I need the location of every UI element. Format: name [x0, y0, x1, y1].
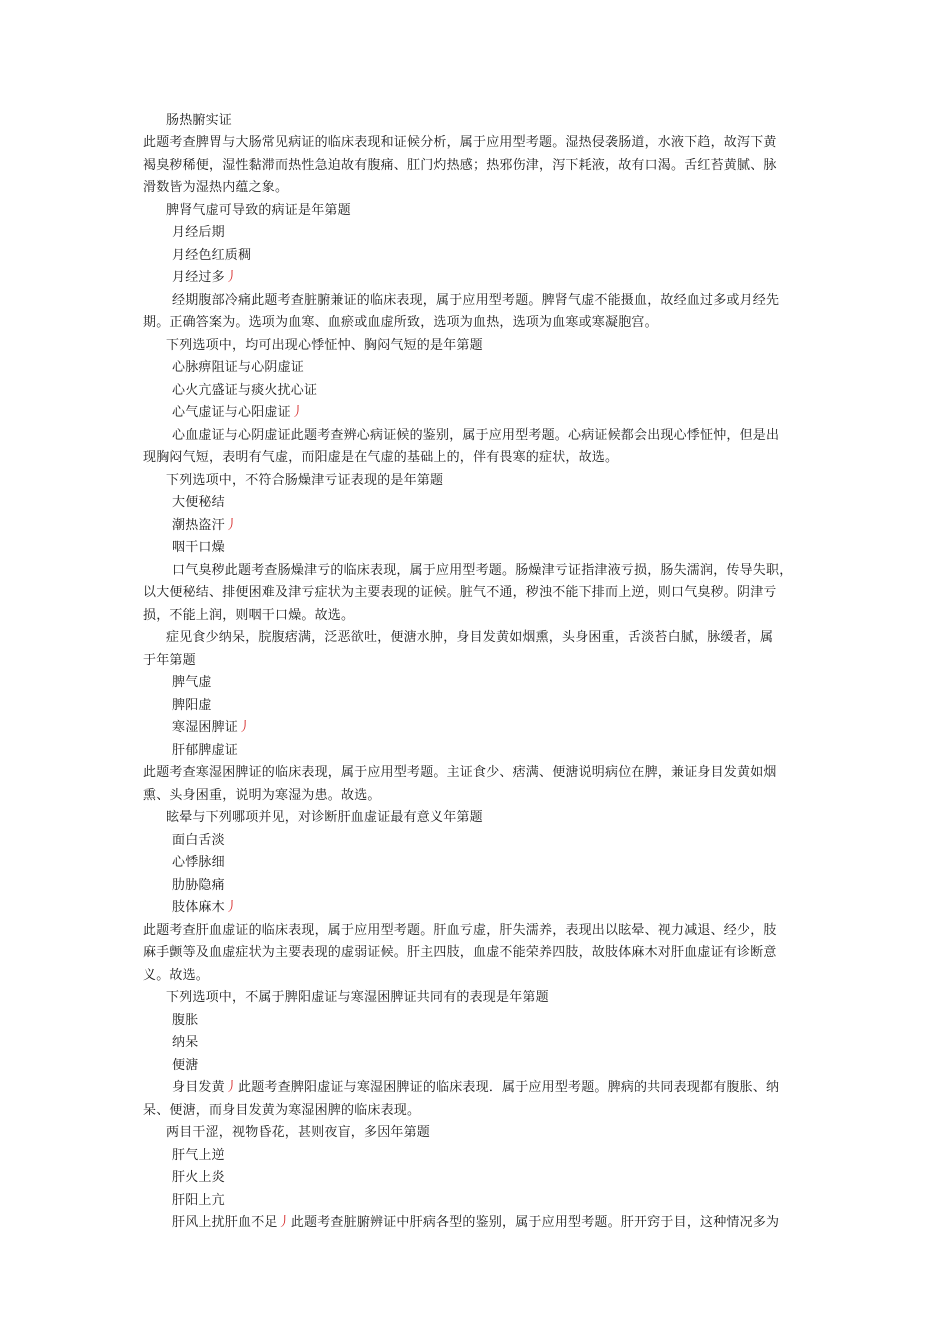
option-line: 月经后期 — [172, 225, 225, 240]
question-line: 下列选项中，均可出现心悸怔忡、胸闷气短的是年第题 — [166, 338, 483, 353]
option-line: 面白舌淡 — [172, 833, 225, 848]
text-line: 麻手颤等及血虚症状为主要表现的虚弱证候。肝主四肢，血虚不能荣养四肢，故肢体麻木对肝血虚证有诊断意 — [143, 945, 777, 960]
text-line: 此题考查寒湿困脾证的临床表现，属于应用型考题。主证食少、痞满、便溏说明病位在脾，兼证身目发黄如烟 — [143, 765, 777, 780]
option-line: 潮热盗汗丿 — [172, 518, 239, 533]
question-line: 两目干涩，视物昏花，甚则夜盲，多因年第题 — [166, 1125, 431, 1140]
option-line: 心悸脉细 — [172, 855, 225, 870]
option-line: 大便秘结 — [172, 495, 225, 510]
option-line: 肝风上扰肝血不足丿此题考查脏腑辨证中肝病各型的鉴别，属于应用型考题。肝开窍于目，这种情况多为 — [172, 1215, 780, 1230]
option-line: 腹胀 — [172, 1013, 199, 1028]
answer-mark: 丿 — [290, 405, 305, 420]
text-line: 以大便秘结、排便困难及津亏症状为主要表现的证候。脏气不通，秽浊不能下排而上逆，则口气臭秽。阴津亏 — [143, 585, 777, 600]
question-line: 于年第题 — [143, 653, 196, 668]
text-line: 褐臭秽稀便，湿性黏滞而热性急迫故有腹痛、肛门灼热感；热邪伤津，泻下耗液，故有口渴。舌红苔黄腻、脉 — [143, 158, 777, 173]
text-line: 义。故选。 — [143, 968, 210, 983]
option-line: 肝郁脾虚证 — [172, 743, 239, 758]
option-line: 心气虚证与心阳虚证丿 — [172, 405, 305, 420]
text-line: 期。正确答案为。选项为血寒、血瘀或血虚所致，选项为血热，选项为血寒或寒凝胞宫。 — [143, 315, 658, 330]
option-line: 咽干口燥 — [172, 540, 225, 555]
question-line: 眩晕与下列哪项并见，对诊断肝血虚证最有意义年第题 — [166, 810, 483, 825]
text-line: 此题考查肝血虚证的临床表现，属于应用型考题。肝血亏虚，肝失濡养，表现出以眩晕、视力减退、经少，肢 — [143, 923, 777, 938]
text-line: 经期腹部冷痛此题考查脏腑兼证的临床表现，属于应用型考题。脾肾气虚不能摄血，故经血过多或月经先 — [172, 293, 780, 308]
option-line: 肢体麻木丿 — [172, 900, 239, 915]
answer-mark: 丿 — [224, 900, 239, 915]
option-line: 肝火上炎 — [172, 1170, 225, 1185]
option-line: 身目发黄丿此题考查脾阳虚证与寒湿困脾证的临床表现．属于应用型考题。脾病的共同表现都有腹胀、纳 — [172, 1080, 780, 1095]
option-line: 肝阳上亢 — [172, 1193, 225, 1208]
text-line: 此题考查脾胃与大肠常见病证的临床表现和证候分析，属于应用型考题。湿热侵袭肠道，水液下趋，故泻下黄 — [143, 135, 777, 150]
text-line: 呆、便溏，而身目发黄为寒湿困脾的临床表现。 — [143, 1103, 421, 1118]
question-line: 下列选项中，不符合肠燥津亏证表现的是年第题 — [166, 473, 444, 488]
question-line: 脾肾气虚可导致的病证是年第题 — [166, 203, 351, 218]
option-line: 便溏 — [172, 1058, 199, 1073]
answer-mark: 丿 — [238, 720, 252, 735]
text-line: 熏、头身困重，说明为寒湿为患。故选。 — [143, 788, 381, 803]
option-line: 脾气虚 — [172, 675, 212, 690]
option-line: 月经过多丿 — [172, 270, 239, 285]
answer-mark: 丿 — [277, 1215, 291, 1230]
option-line: 脾阳虚 — [172, 698, 212, 713]
option-line: 肋胁隐痛 — [172, 878, 225, 893]
answer-mark: 丿 — [224, 518, 239, 533]
text-line: 现胸闷气短，表明有气虚，而阳虚是在气虚的基础上的，伴有畏寒的症状，故选。 — [143, 450, 619, 465]
answer-mark: 丿 — [224, 270, 239, 285]
text-line: 滑数皆为湿热内蕴之象。 — [143, 180, 289, 195]
text-line: 口气臭秽此题考查肠燥津亏的临床表现，属于应用型考题。肠燥津亏证指津液亏损，肠失濡润，传导失职， — [172, 563, 793, 578]
option-line: 心脉痹阻证与心阴虚证 — [172, 360, 305, 375]
question-line: 症见食少纳呆，脘腹痞满，泛恶欲吐，便溏水肿，身目发黄如烟熏，头身困重，舌淡苔白腻，脉缓者，属 — [166, 630, 774, 645]
question-line: 下列选项中，不属于脾阳虚证与寒湿困脾证共同有的表现是年第题 — [166, 990, 549, 1005]
text-line: 肠热腑实证 — [166, 113, 233, 128]
text-line: 心血虚证与心阴虚证此题考查辨心病证候的鉴别，属于应用型考题。心病证候都会出现心悸怔忡，但是出 — [172, 428, 780, 443]
option-line: 肝气上逆 — [172, 1148, 225, 1163]
option-line: 月经色红质稠 — [172, 248, 252, 263]
option-line: 心火亢盛证与痰火扰心证 — [172, 383, 318, 398]
text-line: 损，不能上润，则咽干口燥。故选。 — [143, 608, 355, 623]
answer-mark: 丿 — [224, 1080, 239, 1095]
option-line: 纳呆 — [172, 1035, 199, 1050]
option-line: 寒湿困脾证丿 — [172, 720, 252, 735]
